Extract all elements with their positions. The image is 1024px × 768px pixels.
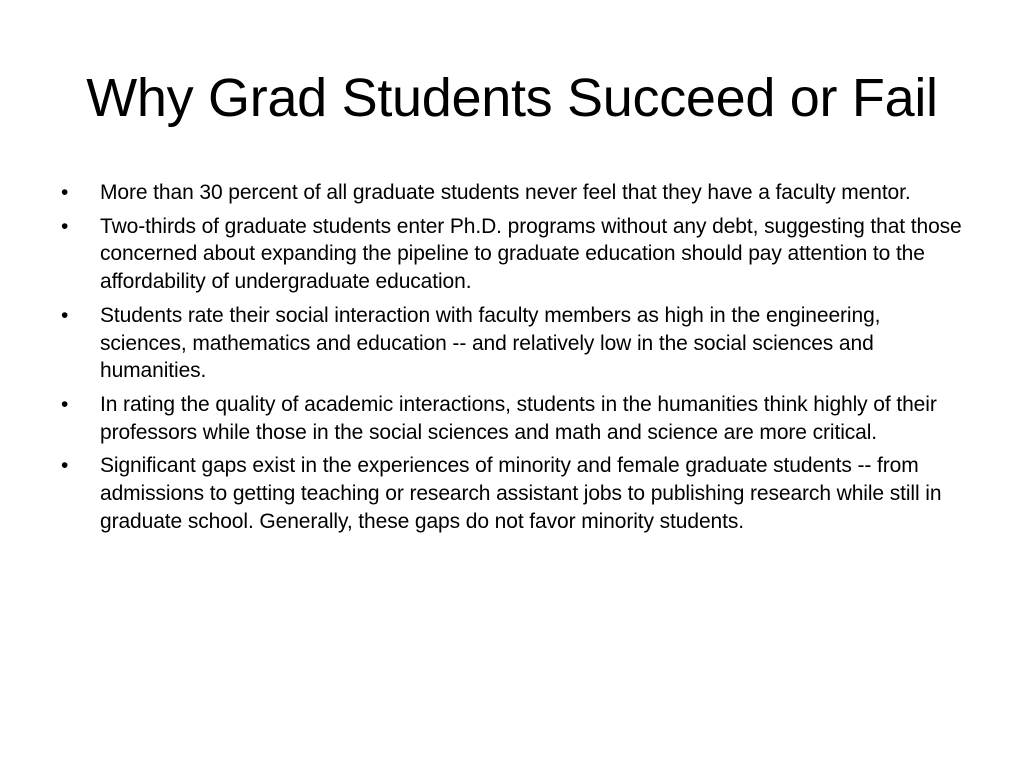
list-item: [61, 302, 971, 385]
bullet-list: [61, 179, 971, 541]
list-item: [61, 179, 971, 207]
bullet-text: Two-thirds of graduate students enter Ph.D. programs without any debt, suggesting that those concerned about expanding the pipeline to graduate education should pay attention to the affordability of undergraduate education.: [100, 214, 962, 294]
bullet-icon: •: [61, 392, 69, 416]
list-item: [61, 391, 971, 446]
list-item: [61, 452, 971, 535]
bullet-text: More than 30 percent of all graduate students never feel that they have a faculty mentor.: [100, 181, 911, 204]
bullet-icon: •: [61, 303, 69, 327]
bullet-icon: •: [61, 214, 69, 238]
list-item: [61, 213, 971, 296]
bullet-icon: •: [61, 454, 69, 478]
bullet-text: Students rate their social interaction with faculty members as high in the engineering, sciences, mathematics and education -- and relatively low in the social sciences and humanities.: [100, 303, 881, 383]
bullet-icon: •: [61, 181, 69, 204]
slide-title: Why Grad Students Succeed or Fail: [86, 68, 938, 128]
bullet-text: Significant gaps exist in the experiences of minority and female graduate students -- from admissions to getting teaching or research assistant jobs to publishing research while still in graduate school. Generally, these gaps do not favor minority students.: [100, 454, 942, 533]
bullet-text: In rating the quality of academic interactions, students in the humanities think highly of their professors while those in the social sciences and math and science are more critical.: [100, 392, 937, 444]
